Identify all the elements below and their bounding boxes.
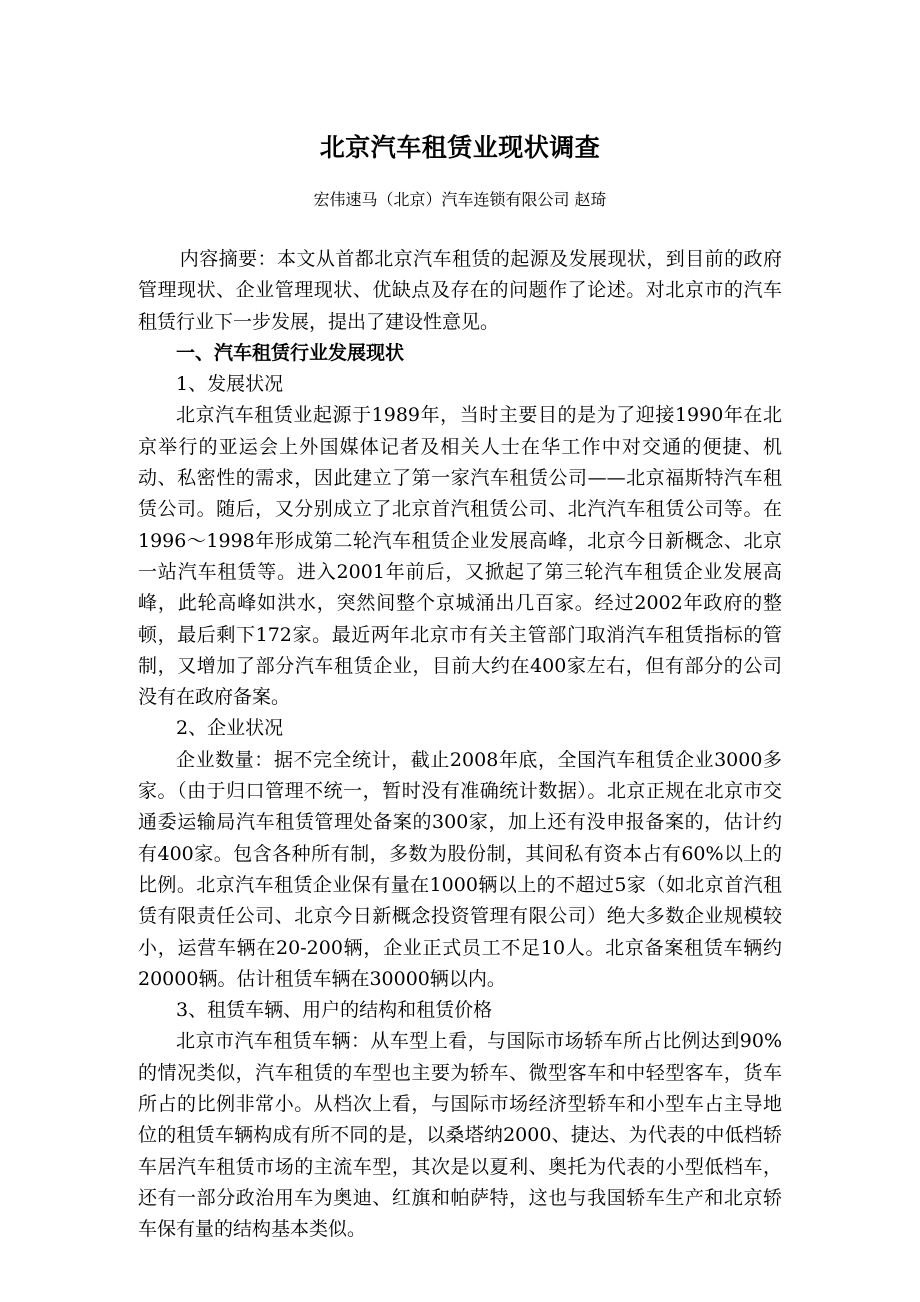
section-heading-1: 一、汽车租赁行业发展现状 [176, 341, 405, 364]
document-body [138, 244, 782, 1246]
subsection-heading-2: 2、企业状况 [176, 717, 284, 740]
subsection-heading-3: 3、租赁车辆、用户的结构和租赁价格 [176, 999, 493, 1022]
document-title: 北京汽车租赁业现状调查 [319, 133, 601, 162]
subsection-body-2: 企业数量：据不完全统计，截止2008年底，全国汽车租赁企业3000多家。（由于归口管理不统一，暂时没有准确统计数据）。北京正规在北京市交通委运输局汽车租赁管理处备案的300家，加上还有没申报备案的，估计约有400家。包含各种所有制，多数为股份制，其间私有资本占有60%以上的比例。北京汽车租赁企业保有量在1000辆以上的不超过5家（如北京首汽租赁有限责任公司、北京今日新概念投资管理有限公司）绝大多数企业规模较小，运营车辆在20-200辆，企业正式员工不足10人。北京备案租赁车辆约20000辆。估计租赁车辆在30000辆以内。 [138, 748, 782, 990]
subsection-body-1: 北京汽车租赁业起源于1989年，当时主要目的是为了迎接1990年在北京举行的亚运会上外国媒体记者及相关人士在华工作中对交通的便捷、机动、私密性的需求，因此建立了第一家汽车租赁公司——北京福斯特汽车租赁公司。随后，又分别成立了北京首汽租赁公司、北汽汽车租赁公司等。在1996～1998年形成第二轮汽车租赁企业发展高峰，北京今日新概念、北京一站汽车租赁等。进入2001年前后，又掀起了第三轮汽车租赁企业发展高峰，此轮高峰如洪水，突然间整个京城涌出几百家。经过2002年政府的整顿，最后剩下172家。最近两年北京市有关主管部门取消汽车租赁指标的管制，又增加了部分汽车租赁企业，目前大约在400家左右，但有部分的公司没有在政府备案。 [138, 404, 782, 709]
abstract-paragraph: 内容摘要：本文从首都北京汽车租赁的起源及发展现状，到目前的政府管理现状、企业管理现状、优缺点及存在的问题作了论述。对北京市的汽车租赁行业下一步发展，提出了建设性意见。 [138, 248, 782, 333]
author-line: 宏伟速马（北京）汽车连锁有限公司 赵琦 [313, 190, 607, 209]
subsection-body-3: 北京市汽车租赁车辆：从车型上看，与国际市场轿车所占比例达到90%的情况类似，汽车租赁的车型也主要为轿车、微型客车和中轻型客车，货车所占的比例非常小。从档次上看，与国际市场经济型轿车和小型车占主导地位的租赁车辆构成有所不同的是，以桑塔纳2000、捷达、为代表的中低档轿车居汽车租赁市场的主流车型，其次是以夏利、奥托为代表的小型低档车，还有一部分政治用车为奥迪、红旗和帕萨特，这也与我国轿车生产和北京轿车保有量的结构基本类似。 [138, 1030, 782, 1241]
subsection-heading-1: 1、发展状况 [176, 373, 284, 396]
